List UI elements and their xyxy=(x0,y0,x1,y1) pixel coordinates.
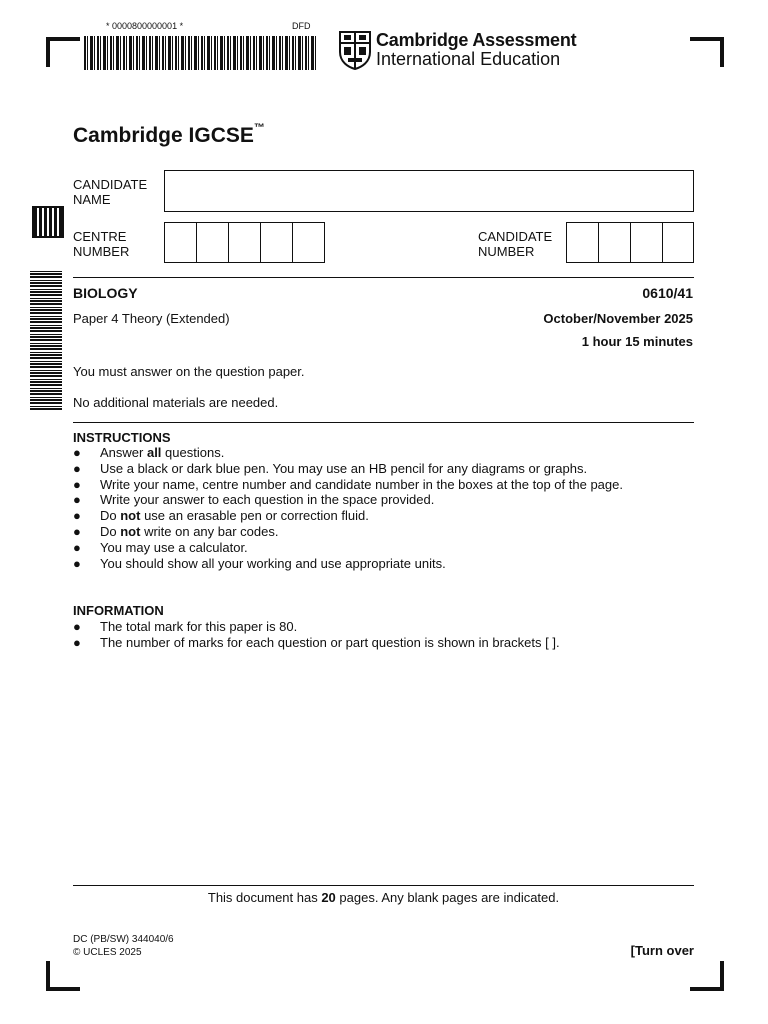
reference-code: DC (PB/SW) 344040/6 xyxy=(73,934,174,945)
information-heading: INFORMATION xyxy=(73,603,164,618)
paper-code: 0610/41 xyxy=(642,285,693,301)
bullet: ● xyxy=(73,445,81,460)
copyright: © UCLES 2025 xyxy=(73,947,142,958)
logo-line-2: International Education xyxy=(376,49,561,69)
centre-number-digit-box[interactable] xyxy=(196,222,229,263)
qualification-title xyxy=(73,124,265,148)
qualification-name: Cambridge IGCSE xyxy=(73,124,254,147)
bullet: ● xyxy=(73,539,81,555)
document-reference xyxy=(73,933,174,959)
trademark-mark: ™ xyxy=(253,122,265,134)
instruction-item: ● Do not use an erasable pen or correction fluid. xyxy=(73,508,369,524)
instruction-item: ● You may use a calculator. xyxy=(73,539,248,555)
centre-number-digit-box[interactable] xyxy=(292,222,325,263)
corner-mark-top-left xyxy=(46,37,80,67)
information-item: ● The total mark for this paper is 80. xyxy=(73,619,298,634)
bullet: ● xyxy=(73,523,81,539)
barcode-side xyxy=(30,270,62,410)
exam-duration: 1 hour 15 minutes xyxy=(581,334,693,349)
centre-number-digit-box[interactable] xyxy=(260,222,293,263)
bullet: ● xyxy=(73,492,81,508)
barcode-number: * 0000800000001 * xyxy=(106,21,184,31)
paper-variant-code: DFD xyxy=(292,21,311,31)
answer-note: You must answer on the question paper. xyxy=(73,364,305,379)
instruction-item: ● You should show all your working and use appropriate units. xyxy=(73,555,446,571)
candidate-name-field[interactable] xyxy=(164,170,694,212)
corner-mark-top-right xyxy=(690,37,724,67)
bullet: ● xyxy=(73,508,81,524)
candidate-number-digit-box[interactable] xyxy=(630,222,663,263)
candidate-name-label-line1: CANDIDATE xyxy=(73,177,148,192)
information-list xyxy=(73,619,560,651)
instruction-item: ● Answer all questions. xyxy=(73,445,225,460)
bullet: ● xyxy=(73,619,81,634)
page-count-note: This document has 20 pages. Any blank pages are indicated. xyxy=(207,890,560,905)
centre-number-label-line1: CENTRE xyxy=(73,229,127,244)
candidate-number-label xyxy=(478,229,568,259)
centre-number-label-line2: NUMBER xyxy=(73,244,130,259)
divider-top xyxy=(73,277,694,278)
candidate-name-label xyxy=(73,177,163,207)
candidate-number-digit-box[interactable] xyxy=(662,222,694,263)
candidate-number-label-line2: NUMBER xyxy=(478,244,535,259)
cambridge-crest-logo xyxy=(338,30,372,70)
paper-title: Paper 4 Theory (Extended) xyxy=(73,311,230,326)
exam-session: October/November 2025 xyxy=(543,311,693,326)
bullet: ● xyxy=(73,476,81,492)
materials-note: No additional materials are needed. xyxy=(73,395,279,410)
subject-title: BIOLOGY xyxy=(73,285,138,301)
organisation-logo-text xyxy=(376,31,576,69)
barcode-top xyxy=(84,36,316,70)
centre-number-label xyxy=(73,229,163,259)
instruction-item: ● Use a black or dark blue pen. You may use an HB pencil for any diagrams or graphs. xyxy=(73,460,588,476)
divider-bottom xyxy=(73,885,694,886)
page-count: 20 xyxy=(321,890,336,905)
centre-number-digit-box[interactable] xyxy=(164,222,197,263)
instruction-item: ● Write your name, centre number and candidate number in the boxes at the top of the page. xyxy=(73,476,623,492)
instruction-item: ● Do not write on any bar codes. xyxy=(73,523,279,539)
qr-code xyxy=(34,208,62,236)
bullet: ● xyxy=(73,555,81,571)
information-item: ● The number of marks for each question or part question is shown in brackets [ ]. xyxy=(73,634,560,650)
candidate-number-digit-box[interactable] xyxy=(598,222,631,263)
corner-mark-bottom-right xyxy=(690,961,724,991)
turn-over-label: [Turn over xyxy=(630,943,694,958)
candidate-number-label-line1: CANDIDATE xyxy=(478,229,553,244)
instruction-item: ● Write your answer to each question in the space provided. xyxy=(73,492,435,508)
candidate-name-label-line2: NAME xyxy=(73,192,111,207)
bullet: ● xyxy=(73,634,81,650)
divider-middle xyxy=(73,422,694,423)
logo-line-1: Cambridge Assessment xyxy=(376,30,577,50)
instructions-list xyxy=(73,445,623,571)
candidate-number-digit-box[interactable] xyxy=(566,222,599,263)
corner-mark-bottom-left xyxy=(46,961,80,991)
bullet: ● xyxy=(73,460,81,476)
centre-number-digit-box[interactable] xyxy=(228,222,261,263)
instructions-heading: INSTRUCTIONS xyxy=(73,430,171,445)
